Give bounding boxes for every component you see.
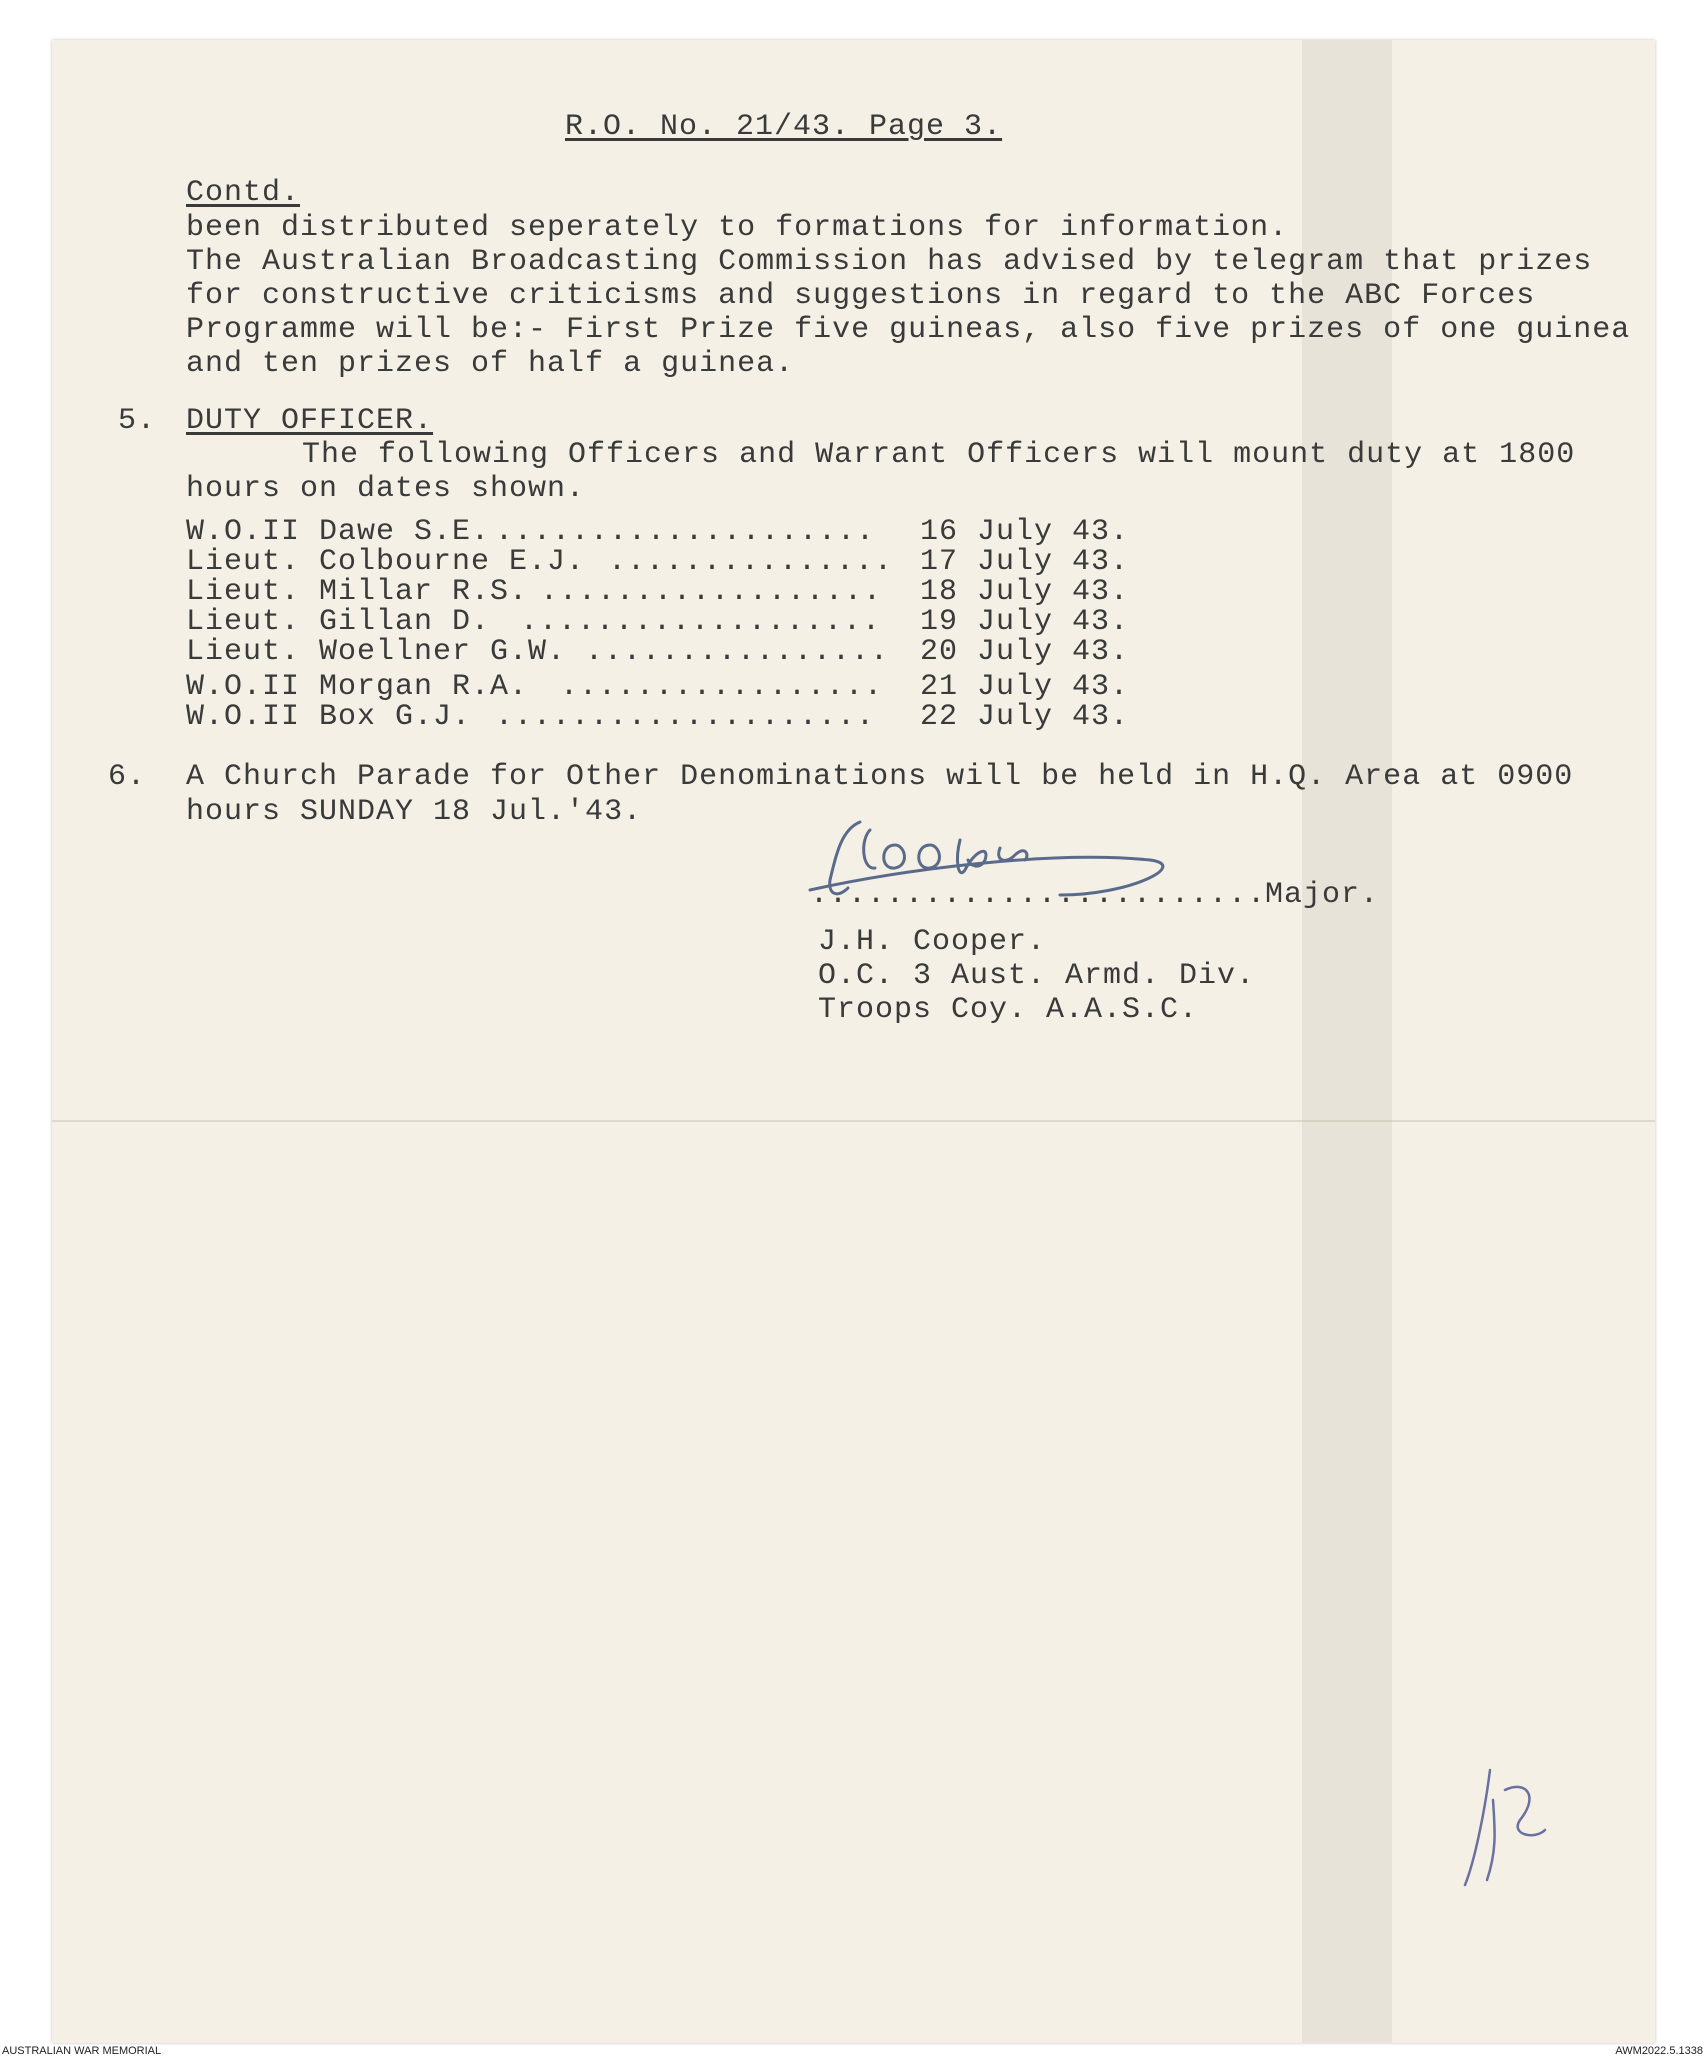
contd-label: Contd. [186, 176, 301, 210]
footer-right: AWM2022.5.1338 [1615, 2045, 1703, 2057]
para-line: for constructive criticisms and suggestions in regard to the ABC Forces [186, 279, 1536, 313]
signature-rank: Major. [1265, 878, 1380, 912]
section-intro: hours on dates shown. [186, 472, 586, 506]
roster-leader: .................. [540, 575, 883, 609]
roster-leader: ................... [520, 605, 882, 639]
paper-crease [52, 1120, 1655, 1122]
section-number: 5. [118, 404, 157, 438]
initials [1445, 1760, 1555, 1900]
section-line: hours SUNDAY 18 Jul.'43. [186, 795, 643, 829]
roster-date: 17 July 43. [920, 545, 1130, 579]
roster-leader: .................... [495, 515, 876, 549]
roster-date: 19 July 43. [920, 605, 1130, 639]
page-header: R.O. No. 21/43. Page 3. [565, 110, 1003, 144]
roster-name: Lieut. Gillan D. [186, 605, 491, 639]
roster-leader: ................. [560, 670, 884, 704]
para-line: and ten prizes of half a guinea. [186, 347, 795, 381]
section-heading: DUTY OFFICER. [186, 404, 434, 438]
signature-name: J.H. Cooper. [818, 925, 1047, 959]
signature-appointment: O.C. 3 Aust. Armd. Div. [818, 959, 1256, 993]
section-intro: The following Officers and Warrant Officers will mount duty at 1800 [302, 438, 1576, 472]
roster-name: Lieut. Woellner G.W. [186, 635, 567, 669]
signature-dots: ........................ [810, 878, 1267, 912]
para-line: been distributed seperately to formations for information. [186, 211, 1289, 245]
section-line: A Church Parade for Other Denominations will be held in H.Q. Area at 0900 [186, 760, 1574, 794]
signature-unit: Troops Coy. A.A.S.C. [818, 993, 1199, 1027]
section-number: 6. [108, 760, 147, 794]
roster-name: W.O.II Box G.J. [186, 700, 472, 734]
roster-date: 18 July 43. [920, 575, 1130, 609]
roster-name: W.O.II Dawe S.E. [186, 515, 491, 549]
roster-name: W.O.II Morgan R.A. [186, 670, 529, 704]
roster-date: 20 July 43. [920, 635, 1130, 669]
roster-date: 22 July 43. [920, 700, 1130, 734]
para-line: The Australian Broadcasting Commission has advised by telegram that prizes [186, 245, 1593, 279]
roster-leader: .................... [495, 700, 876, 734]
para-line: Programme will be:- First Prize five guineas, also five prizes of one guinea [186, 313, 1631, 347]
footer-left: AUSTRALIAN WAR MEMORIAL [2, 2045, 162, 2057]
roster-name: Lieut. Millar R.S. [186, 575, 529, 609]
roster-date: 21 July 43. [920, 670, 1130, 704]
roster-name: Lieut. Colbourne E.J. [186, 545, 586, 579]
roster-date: 16 July 43. [920, 515, 1130, 549]
roster-leader: ............... [608, 545, 894, 579]
roster-leader: ................ [585, 635, 890, 669]
